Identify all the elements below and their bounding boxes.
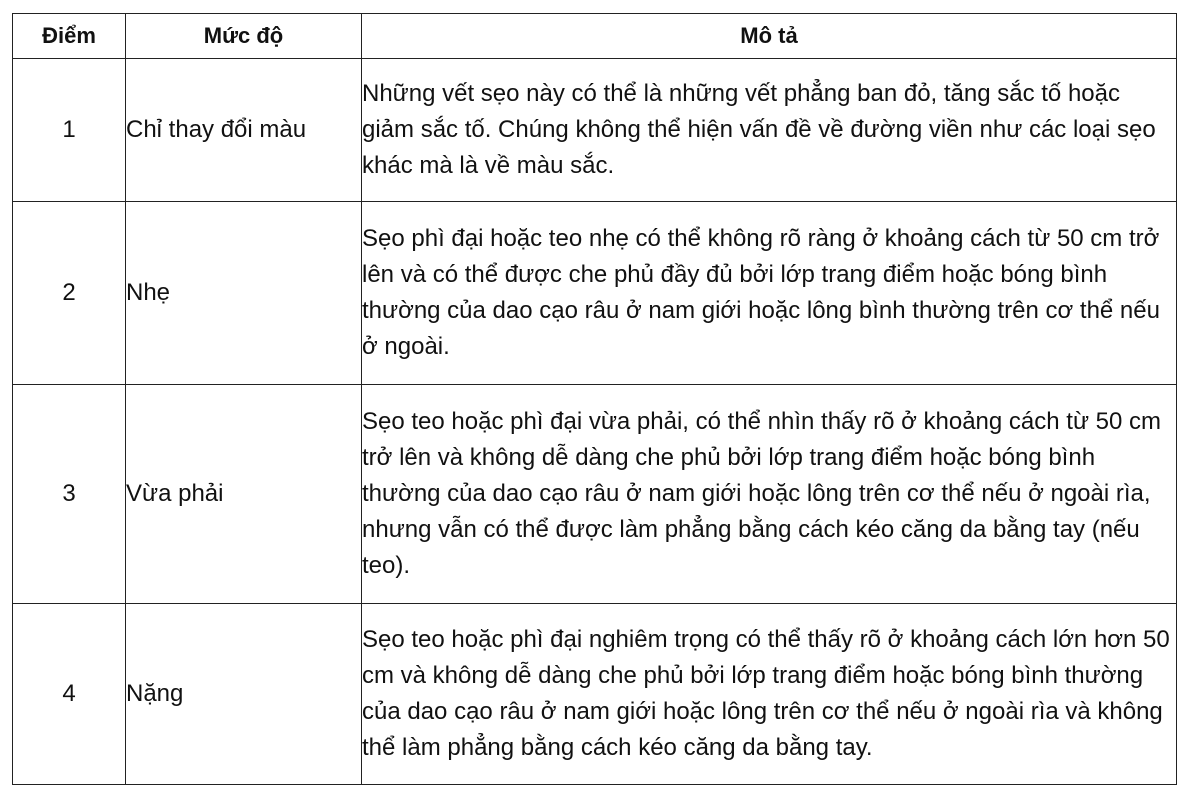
header-row	[13, 14, 1177, 59]
score-cell: 4	[13, 604, 126, 785]
header-score: Điểm	[13, 14, 126, 59]
table-row	[13, 202, 1177, 385]
score-cell: 3	[13, 385, 126, 604]
table-body	[13, 59, 1177, 785]
table-row	[13, 59, 1177, 202]
header-description: Mô tả	[362, 14, 1177, 59]
scar-severity-table	[12, 13, 1177, 785]
level-cell: Vừa phải	[126, 385, 362, 604]
score-cell: 1	[13, 59, 126, 202]
score-cell: 2	[13, 202, 126, 385]
level-cell: Nhẹ	[126, 202, 362, 385]
header-level: Mức độ	[126, 14, 362, 59]
description-cell: Những vết sẹo này có thể là những vết phẳng ban đỏ, tăng sắc tố hoặc giảm sắc tố. Chúng không thể hiện vấn đề về đường viền như các loại sẹo khác mà là về màu sắc.	[362, 59, 1177, 202]
description-cell: Sẹo teo hoặc phì đại nghiêm trọng có thể thấy rõ ở khoảng cách lớn hơn 50 cm và không dễ dàng che phủ bởi lớp trang điểm hoặc bóng bình thường của dao cạo râu ở nam giới hoặc lông trên cơ thể nếu ở ngoài rìa và không thể làm phẳng bằng cách kéo căng da bằng tay.	[362, 604, 1177, 785]
description-cell: Sẹo phì đại hoặc teo nhẹ có thể không rõ ràng ở khoảng cách từ 50 cm trở lên và có thể được che phủ đầy đủ bởi lớp trang điểm hoặc bóng bình thường của dao cạo râu ở nam giới hoặc lông bình thường trên cơ thể nếu ở ngoài.	[362, 202, 1177, 385]
description-cell: Sẹo teo hoặc phì đại vừa phải, có thể nhìn thấy rõ ở khoảng cách từ 50 cm trở lên và không dễ dàng che phủ bởi lớp trang điểm hoặc bóng bình thường của dao cạo râu ở nam giới hoặc lông trên cơ thể nếu ở ngoài rìa, nhưng vẫn có thể được làm phẳng bằng cách kéo căng da bằng tay (nếu teo).	[362, 385, 1177, 604]
level-cell: Nặng	[126, 604, 362, 785]
table-row	[13, 604, 1177, 785]
level-cell: Chỉ thay đổi màu	[126, 59, 362, 202]
table-header	[13, 14, 1177, 59]
table-row	[13, 385, 1177, 604]
